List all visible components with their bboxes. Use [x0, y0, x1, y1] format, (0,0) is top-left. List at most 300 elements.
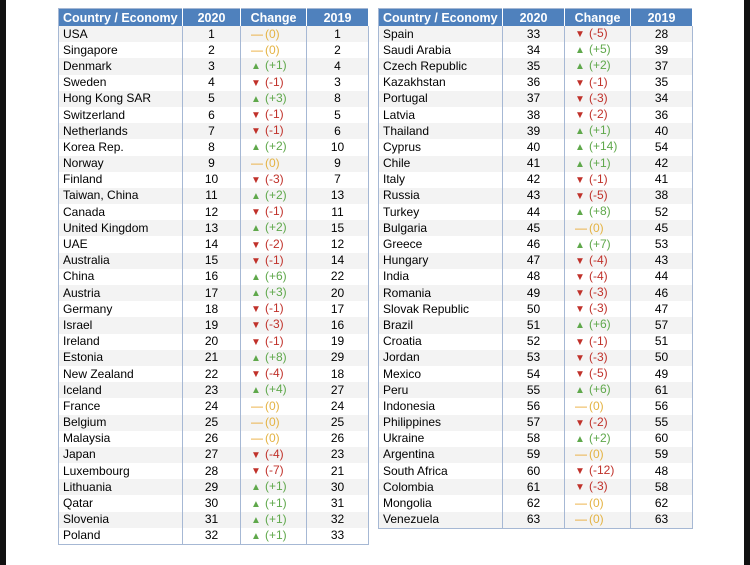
up-triangle-icon: ▲	[575, 142, 585, 154]
rank-2020-cell: 14	[183, 236, 241, 252]
country-cell: China	[59, 269, 183, 285]
down-triangle-icon: ▼	[251, 304, 261, 316]
rank-2020-cell: 9	[183, 156, 241, 172]
rank-2020-cell: 51	[503, 317, 565, 333]
table-row	[59, 463, 369, 479]
change-value: (-5)	[589, 366, 608, 381]
rank-2019-cell: 22	[307, 269, 369, 285]
header-row	[59, 9, 369, 27]
rank-2020-cell: 52	[503, 334, 565, 350]
dash-icon: —	[251, 398, 263, 413]
change-value: (-3)	[589, 301, 608, 316]
down-triangle-icon: ▼	[251, 174, 261, 186]
table-row	[379, 495, 693, 511]
rank-2020-cell: 2	[183, 42, 241, 58]
dash-icon: —	[251, 156, 263, 171]
country-cell: Croatia	[379, 334, 503, 350]
change-cell	[565, 188, 631, 204]
change-value: (+5)	[589, 42, 611, 57]
change-cell	[565, 398, 631, 414]
table-row	[379, 139, 693, 155]
change-cell	[565, 253, 631, 269]
change-value: (0)	[265, 431, 280, 446]
table-row	[59, 495, 369, 511]
change-cell	[565, 334, 631, 350]
rank-2019-cell: 48	[631, 463, 693, 479]
country-cell: Spain	[379, 26, 503, 42]
change-cell	[241, 366, 307, 382]
up-triangle-icon: ▲	[575, 239, 585, 251]
up-triangle-icon: ▲	[251, 271, 261, 283]
rank-2019-cell: 21	[307, 463, 369, 479]
up-triangle-icon: ▲	[251, 352, 261, 364]
change-value: (+8)	[589, 204, 611, 219]
country-cell: Korea Rep.	[59, 139, 183, 155]
down-triangle-icon: ▼	[575, 271, 585, 283]
change-cell	[241, 285, 307, 301]
country-cell: Philippines	[379, 415, 503, 431]
country-cell: Denmark	[59, 58, 183, 74]
dash-icon: —	[251, 26, 263, 41]
change-cell	[241, 107, 307, 123]
header-country: Country / Economy	[379, 9, 503, 27]
ranking-rows-left	[59, 26, 369, 545]
rank-2020-cell: 26	[183, 431, 241, 447]
table-row	[379, 301, 693, 317]
down-triangle-icon: ▼	[251, 466, 261, 478]
table-row	[59, 26, 369, 42]
dash-icon: —	[251, 42, 263, 57]
table-row	[379, 75, 693, 91]
table-row	[379, 91, 693, 107]
rank-2019-cell: 18	[307, 366, 369, 382]
change-value: (+6)	[265, 268, 287, 283]
change-cell	[565, 204, 631, 220]
table-row	[59, 479, 369, 495]
rank-2019-cell: 6	[307, 123, 369, 139]
rank-2019-cell: 2	[307, 42, 369, 58]
rank-2020-cell: 56	[503, 398, 565, 414]
change-cell	[565, 220, 631, 236]
rank-2019-cell: 35	[631, 75, 693, 91]
down-triangle-icon: ▼	[575, 352, 585, 364]
down-triangle-icon: ▼	[575, 288, 585, 300]
table-row	[379, 26, 693, 42]
change-value: (+1)	[589, 123, 611, 138]
change-cell	[241, 91, 307, 107]
rank-2019-cell: 39	[631, 42, 693, 58]
change-value: (0)	[589, 220, 604, 235]
table-row	[379, 382, 693, 398]
change-value: (-2)	[265, 236, 284, 251]
change-cell	[565, 58, 631, 74]
change-cell	[565, 285, 631, 301]
rank-2020-cell: 25	[183, 415, 241, 431]
down-triangle-icon: ▼	[575, 336, 585, 348]
header-change: Change	[565, 9, 631, 27]
country-cell: Switzerland	[59, 107, 183, 123]
rank-2019-cell: 43	[631, 253, 693, 269]
country-cell: Turkey	[379, 204, 503, 220]
table-row	[379, 447, 693, 463]
rank-2020-cell: 27	[183, 447, 241, 463]
dash-icon: —	[575, 220, 587, 235]
change-cell	[565, 107, 631, 123]
table-row	[379, 253, 693, 269]
table-row	[59, 431, 369, 447]
country-cell: UAE	[59, 236, 183, 252]
rank-2020-cell: 61	[503, 479, 565, 495]
rank-2019-cell: 54	[631, 139, 693, 155]
change-cell	[241, 58, 307, 74]
rank-2020-cell: 62	[503, 495, 565, 511]
country-cell: Finland	[59, 172, 183, 188]
change-value: (-2)	[589, 414, 608, 429]
dash-icon: —	[575, 447, 587, 462]
table-row	[59, 415, 369, 431]
change-cell	[241, 382, 307, 398]
change-value: (0)	[265, 42, 280, 57]
change-value: (-1)	[589, 171, 608, 186]
rank-2020-cell: 59	[503, 447, 565, 463]
change-value: (+1)	[265, 479, 287, 494]
country-cell: Ukraine	[379, 431, 503, 447]
up-triangle-icon: ▲	[575, 158, 585, 170]
country-cell: USA	[59, 26, 183, 42]
table-row	[379, 220, 693, 236]
rank-2019-cell: 20	[307, 285, 369, 301]
right-border-bar	[744, 0, 750, 565]
country-cell: Italy	[379, 172, 503, 188]
change-cell	[241, 123, 307, 139]
up-triangle-icon: ▲	[251, 288, 261, 300]
country-cell: Portugal	[379, 91, 503, 107]
country-cell: Argentina	[379, 447, 503, 463]
change-value: (-4)	[265, 446, 284, 461]
rank-2019-cell: 51	[631, 334, 693, 350]
rank-2020-cell: 16	[183, 269, 241, 285]
change-cell	[565, 91, 631, 107]
change-value: (0)	[589, 447, 604, 462]
rank-2020-cell: 48	[503, 269, 565, 285]
change-value: (-1)	[265, 204, 284, 219]
rank-2019-cell: 3	[307, 75, 369, 91]
table-row	[379, 269, 693, 285]
change-value: (+3)	[265, 90, 287, 105]
rank-2020-cell: 21	[183, 350, 241, 366]
rank-2019-cell: 56	[631, 398, 693, 414]
country-cell: Singapore	[59, 42, 183, 58]
table-row	[59, 91, 369, 107]
up-triangle-icon: ▲	[251, 514, 261, 526]
rank-2019-cell: 30	[307, 479, 369, 495]
table-row	[59, 58, 369, 74]
country-cell: Germany	[59, 301, 183, 317]
ranking-table-right	[378, 8, 693, 529]
change-cell	[565, 366, 631, 382]
table-row	[379, 479, 693, 495]
up-triangle-icon: ▲	[251, 498, 261, 510]
rank-2019-cell: 8	[307, 91, 369, 107]
country-cell: Romania	[379, 285, 503, 301]
rank-2020-cell: 8	[183, 139, 241, 155]
rank-2019-cell: 47	[631, 301, 693, 317]
down-triangle-icon: ▼	[251, 126, 261, 138]
rank-2020-cell: 58	[503, 431, 565, 447]
country-cell: Poland	[59, 528, 183, 545]
down-triangle-icon: ▼	[575, 93, 585, 105]
change-cell	[241, 463, 307, 479]
country-cell: Ireland	[59, 334, 183, 350]
header-2019: 2019	[307, 9, 369, 27]
up-triangle-icon: ▲	[251, 530, 261, 542]
rank-2019-cell: 38	[631, 188, 693, 204]
change-cell	[565, 139, 631, 155]
rank-2020-cell: 34	[503, 42, 565, 58]
table-row	[379, 398, 693, 414]
change-value: (+6)	[589, 317, 611, 332]
change-cell	[241, 139, 307, 155]
change-cell	[241, 172, 307, 188]
up-triangle-icon: ▲	[251, 223, 261, 235]
country-cell: Indonesia	[379, 398, 503, 414]
table-row	[59, 382, 369, 398]
table-row	[59, 139, 369, 155]
change-value: (+1)	[265, 527, 287, 542]
rank-2020-cell: 43	[503, 188, 565, 204]
rank-2019-cell: 62	[631, 495, 693, 511]
country-cell: Kazakhstan	[379, 75, 503, 91]
rank-2019-cell: 24	[307, 398, 369, 414]
up-triangle-icon: ▲	[575, 45, 585, 57]
rank-2019-cell: 52	[631, 204, 693, 220]
rank-2020-cell: 36	[503, 75, 565, 91]
rank-2020-cell: 57	[503, 415, 565, 431]
rank-2020-cell: 41	[503, 156, 565, 172]
country-cell: New Zealand	[59, 366, 183, 382]
change-cell	[241, 415, 307, 431]
rank-2020-cell: 17	[183, 285, 241, 301]
table-row	[59, 301, 369, 317]
rank-2019-cell: 27	[307, 382, 369, 398]
down-triangle-icon: ▼	[251, 207, 261, 219]
change-value: (+2)	[265, 139, 287, 154]
change-value: (-1)	[265, 107, 284, 122]
table-row	[379, 415, 693, 431]
rank-2020-cell: 1	[183, 26, 241, 42]
up-triangle-icon: ▲	[575, 126, 585, 138]
up-triangle-icon: ▲	[251, 482, 261, 494]
change-cell	[241, 495, 307, 511]
country-cell: Hungary	[379, 253, 503, 269]
change-value: (+6)	[589, 382, 611, 397]
change-cell	[241, 317, 307, 333]
down-triangle-icon: ▼	[575, 369, 585, 381]
rank-2019-cell: 63	[631, 512, 693, 529]
header-change: Change	[241, 9, 307, 27]
country-cell: Latvia	[379, 107, 503, 123]
down-triangle-icon: ▼	[575, 110, 585, 122]
change-value: (-4)	[589, 252, 608, 267]
table-row	[59, 366, 369, 382]
table-row	[379, 123, 693, 139]
table-row	[379, 188, 693, 204]
change-cell	[241, 334, 307, 350]
change-value: (-12)	[589, 463, 615, 478]
change-cell	[565, 269, 631, 285]
change-value: (-1)	[265, 333, 284, 348]
rank-2019-cell: 44	[631, 269, 693, 285]
change-value: (+2)	[589, 430, 611, 445]
table-row	[59, 512, 369, 528]
country-cell: Slovenia	[59, 512, 183, 528]
table-row	[59, 317, 369, 333]
rank-2019-cell: 50	[631, 350, 693, 366]
rank-2019-cell: 49	[631, 366, 693, 382]
change-value: (0)	[265, 415, 280, 430]
down-triangle-icon: ▼	[575, 190, 585, 202]
country-cell: Taiwan, China	[59, 188, 183, 204]
down-triangle-icon: ▼	[251, 369, 261, 381]
rank-2020-cell: 45	[503, 220, 565, 236]
table-row	[59, 528, 369, 545]
rank-2020-cell: 28	[183, 463, 241, 479]
change-value: (-2)	[589, 107, 608, 122]
rank-2020-cell: 29	[183, 479, 241, 495]
country-cell: Japan	[59, 447, 183, 463]
change-cell	[241, 75, 307, 91]
change-cell	[241, 26, 307, 42]
rank-2020-cell: 10	[183, 172, 241, 188]
table-row	[379, 512, 693, 529]
up-triangle-icon: ▲	[575, 433, 585, 445]
change-value: (-5)	[589, 26, 608, 41]
rank-2019-cell: 36	[631, 107, 693, 123]
rank-2020-cell: 46	[503, 236, 565, 252]
rank-2019-cell: 41	[631, 172, 693, 188]
down-triangle-icon: ▼	[575, 255, 585, 267]
change-value: (-3)	[589, 479, 608, 494]
rank-2019-cell: 28	[631, 26, 693, 42]
rank-2020-cell: 5	[183, 91, 241, 107]
rank-2020-cell: 23	[183, 382, 241, 398]
change-cell	[241, 236, 307, 252]
change-value: (+1)	[265, 495, 287, 510]
change-cell	[241, 301, 307, 317]
change-value: (0)	[265, 156, 280, 171]
table-row	[59, 156, 369, 172]
table-row	[379, 236, 693, 252]
country-cell: Cyprus	[379, 139, 503, 155]
change-value: (-1)	[589, 74, 608, 89]
change-cell	[565, 236, 631, 252]
rank-2019-cell: 15	[307, 220, 369, 236]
rank-2019-cell: 17	[307, 301, 369, 317]
change-cell	[565, 301, 631, 317]
table-row	[59, 236, 369, 252]
change-cell	[565, 350, 631, 366]
rank-2019-cell: 29	[307, 350, 369, 366]
rank-2019-cell: 16	[307, 317, 369, 333]
rank-2019-cell: 7	[307, 172, 369, 188]
rank-2019-cell: 26	[307, 431, 369, 447]
country-cell: Belgium	[59, 415, 183, 431]
header-2020: 2020	[503, 9, 565, 27]
rank-2019-cell: 33	[307, 528, 369, 545]
rank-2019-cell: 42	[631, 156, 693, 172]
change-value: (+3)	[265, 285, 287, 300]
rank-2020-cell: 18	[183, 301, 241, 317]
header-row	[379, 9, 693, 27]
dash-icon: —	[575, 398, 587, 413]
rank-2020-cell: 4	[183, 75, 241, 91]
rank-2020-cell: 24	[183, 398, 241, 414]
change-cell	[241, 188, 307, 204]
table-row	[379, 204, 693, 220]
table-row	[379, 42, 693, 58]
rank-2019-cell: 11	[307, 204, 369, 220]
country-cell: Austria	[59, 285, 183, 301]
down-triangle-icon: ▼	[251, 449, 261, 461]
rank-2020-cell: 31	[183, 512, 241, 528]
rank-2020-cell: 13	[183, 220, 241, 236]
change-value: (+2)	[265, 187, 287, 202]
table-row	[59, 188, 369, 204]
rank-2020-cell: 15	[183, 253, 241, 269]
change-cell	[241, 398, 307, 414]
change-value: (+14)	[589, 139, 618, 154]
rank-2020-cell: 63	[503, 512, 565, 529]
country-cell: Brazil	[379, 317, 503, 333]
rank-2020-cell: 30	[183, 495, 241, 511]
change-value: (-3)	[589, 349, 608, 364]
rank-2020-cell: 42	[503, 172, 565, 188]
down-triangle-icon: ▼	[251, 336, 261, 348]
change-cell	[565, 431, 631, 447]
dash-icon: —	[251, 415, 263, 430]
change-value: (-3)	[589, 90, 608, 105]
rank-2019-cell: 58	[631, 479, 693, 495]
dash-icon: —	[575, 512, 587, 527]
country-cell: Peru	[379, 382, 503, 398]
table-row	[59, 447, 369, 463]
change-cell	[565, 75, 631, 91]
country-cell: Lithuania	[59, 479, 183, 495]
country-cell: Mexico	[379, 366, 503, 382]
change-value: (0)	[589, 512, 604, 527]
table-row	[59, 334, 369, 350]
country-cell: Estonia	[59, 350, 183, 366]
table-row	[379, 172, 693, 188]
change-value: (+7)	[589, 236, 611, 251]
rank-2019-cell: 60	[631, 431, 693, 447]
table-row	[379, 156, 693, 172]
rank-2020-cell: 33	[503, 26, 565, 42]
country-cell: India	[379, 269, 503, 285]
table-row	[379, 58, 693, 74]
change-cell	[565, 447, 631, 463]
change-value: (-5)	[589, 187, 608, 202]
rank-2019-cell: 59	[631, 447, 693, 463]
change-value: (-1)	[265, 123, 284, 138]
change-cell	[241, 156, 307, 172]
country-cell: Thailand	[379, 123, 503, 139]
rank-2020-cell: 3	[183, 58, 241, 74]
change-value: (-3)	[265, 171, 284, 186]
table-row	[59, 42, 369, 58]
rank-2019-cell: 34	[631, 91, 693, 107]
country-cell: Qatar	[59, 495, 183, 511]
